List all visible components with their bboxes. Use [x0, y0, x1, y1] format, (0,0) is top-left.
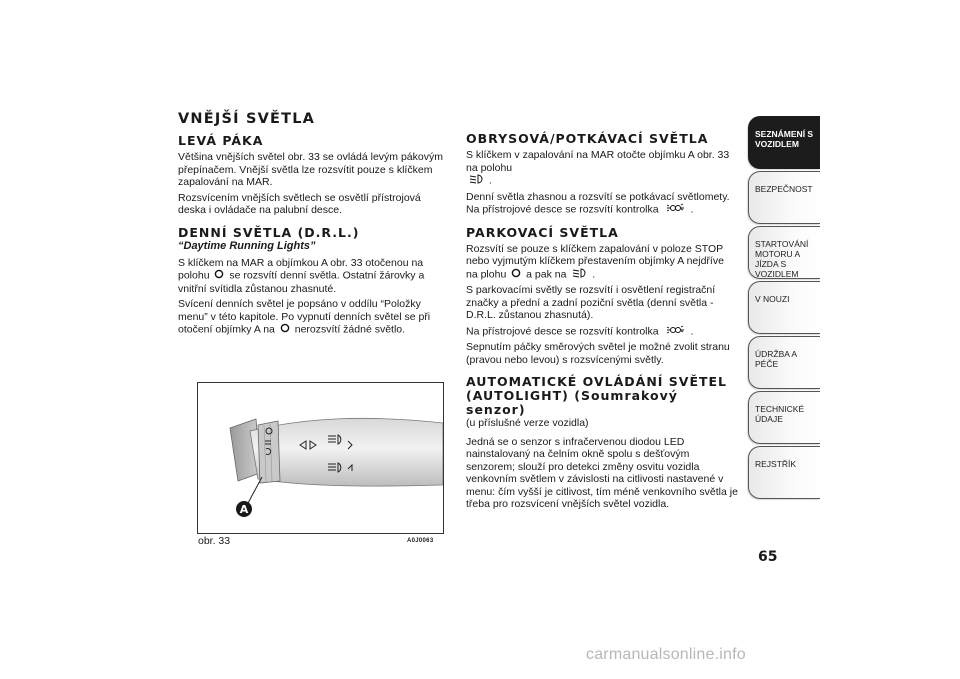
paragraph: Jedná se o senzor s infračervenou diodou LED nainstalovaný na čelním okně spolu s dešťovým senzorem; slouží pro detekci změny osvitu vozidla venkovním světlem v závislosti na citlivosti nastavené v menu: čím vyšší je citlivost, tím méně venkovního světla je třeba pro rozsvícení vnějších světel vozidla.	[466, 435, 738, 510]
low-beam-icon	[468, 174, 484, 188]
chapter-tab-3[interactable]	[748, 281, 820, 334]
text: .	[592, 268, 596, 281]
chapter-tab-label: V NOUZI	[755, 294, 790, 304]
heading-parking-lights: PARKOVACÍ SVĚTLA	[466, 224, 619, 240]
figure-stalk-illustration	[197, 382, 444, 534]
chapter-tab-label: REJSTŘÍK	[755, 459, 797, 469]
heading-left-stalk: LEVÁ PÁKA	[178, 133, 264, 148]
chapter-tab-label: TECHNICKÉ ÚDAJE	[755, 404, 805, 424]
chapter-tabs	[748, 116, 820, 501]
paragraph: Většina vnějších světel obr. 33 se ovládá levým pákovým přepínačem. Vnější světla lze rozsvítit pouze s klíčkem zapalování na MAR.	[178, 151, 443, 188]
low-beam-icon	[571, 268, 587, 282]
paragraph	[178, 298, 450, 337]
text: .	[690, 325, 694, 338]
chapter-tab-4[interactable]	[748, 336, 820, 389]
figure-caption: obr. 33	[198, 535, 231, 547]
heading-drl: DENNÍ SVĚTLA (D.R.L.)	[178, 224, 360, 240]
chapter-tab-label: MOTORU A JÍZDA S	[755, 249, 800, 269]
paragraph	[466, 243, 738, 282]
left-column	[178, 110, 450, 340]
chapter-tab-2[interactable]	[748, 226, 820, 279]
text: nerozsvítí žádné světlo.	[294, 323, 406, 336]
chapter-tab-1[interactable]	[748, 171, 820, 224]
heading-autolight	[466, 375, 738, 417]
page-number: 65	[758, 549, 778, 565]
text: .	[690, 203, 694, 216]
chapter-tab-6[interactable]	[748, 446, 820, 499]
chapter-tab-5[interactable]	[748, 391, 820, 444]
paragraph: (u příslušné verze vozidla)	[466, 417, 589, 429]
chapter-tab-label: VOZIDLEM	[755, 269, 799, 279]
sidelight-icon	[664, 203, 686, 217]
paragraph	[178, 257, 450, 296]
chapter-tab-label: ÚDRŽBA A PÉČE	[755, 349, 797, 369]
watermark: carmanualsonline.info	[586, 646, 746, 663]
text: a pak na	[526, 268, 567, 281]
chapter-tab-label: VOZIDLEM	[755, 139, 799, 149]
chapter-tab-label: BEZPEČNOST	[755, 184, 813, 194]
circle-icon	[214, 269, 224, 283]
paragraph: Rozsvícením vnějších světlech se osvětlí přístrojová deska i ovládače na palubní desce.	[178, 191, 421, 216]
text: se rozsvítí denní světla. Ostatní žárovky a vnitřní svítidla zůstanou zhasnuté.	[178, 269, 425, 295]
heading-line: (AUTOLIGHT) (Soumrakový senzor)	[466, 388, 678, 417]
label-a: A	[239, 503, 249, 516]
heading-line: AUTOMATICKÉ OVLÁDÁNÍ SVĚTEL	[466, 374, 728, 389]
text: Svícení denních světel je popsáno v oddílu “Položky menu” v této kapitole. Po vypnutí denních světel se při otočení objímky A na	[178, 298, 431, 336]
sidelight-icon	[664, 325, 686, 339]
circle-icon	[280, 323, 290, 337]
drl-subtitle: “Daytime Running Lights”	[178, 239, 316, 252]
paragraph	[466, 149, 738, 188]
circle-icon	[511, 268, 521, 282]
text: Denní světla zhasnou a rozsvítí se potkávací světlomety. Na přístrojové desce se rozsvítí kontrolka	[466, 190, 730, 216]
heading-low-beam: OBRYSOVÁ/POTKÁVACÍ SVĚTLA	[466, 131, 709, 146]
text: .	[488, 174, 492, 187]
section-title-exterior-lights: VNĚJŠÍ SVĚTLA	[178, 111, 316, 127]
text: S klíčkem na MAR a objímkou A obr. 33 otočenou na polohu	[178, 256, 424, 282]
figure-code: A0J0063	[407, 538, 434, 544]
text: S klíčkem v zapalování na MAR otočte objímku A obr. 33 na polohu	[466, 149, 730, 174]
paragraph	[466, 325, 738, 339]
chapter-tab-label: SEZNÁMENÍ S	[755, 129, 814, 139]
text: Na přístrojové desce se rozsvítí kontrolka	[466, 325, 659, 338]
paragraph	[466, 191, 738, 217]
paragraph: S parkovacími světly se rozsvítí i osvětlení registrační značky a přední a zadní poziční světla (denní světla - D.R.L. zůstanou zhasnutá).	[466, 284, 716, 321]
stalk-illustration	[198, 383, 443, 533]
chapter-tab-label: STARTOVÁNÍ	[755, 239, 809, 249]
right-column	[466, 132, 738, 514]
chapter-tab-0[interactable]	[748, 116, 820, 169]
paragraph: Sepnutím páčky směrových světel je možné zvolit stranu (pravou nebo levou) s rozsvícenými světly.	[466, 341, 730, 366]
text: Rozsvítí se pouze s klíčkem zapalování v poloze STOP nebo vyjmutým klíčkem přestavením objímky A nejdříve na plohu	[466, 242, 724, 281]
